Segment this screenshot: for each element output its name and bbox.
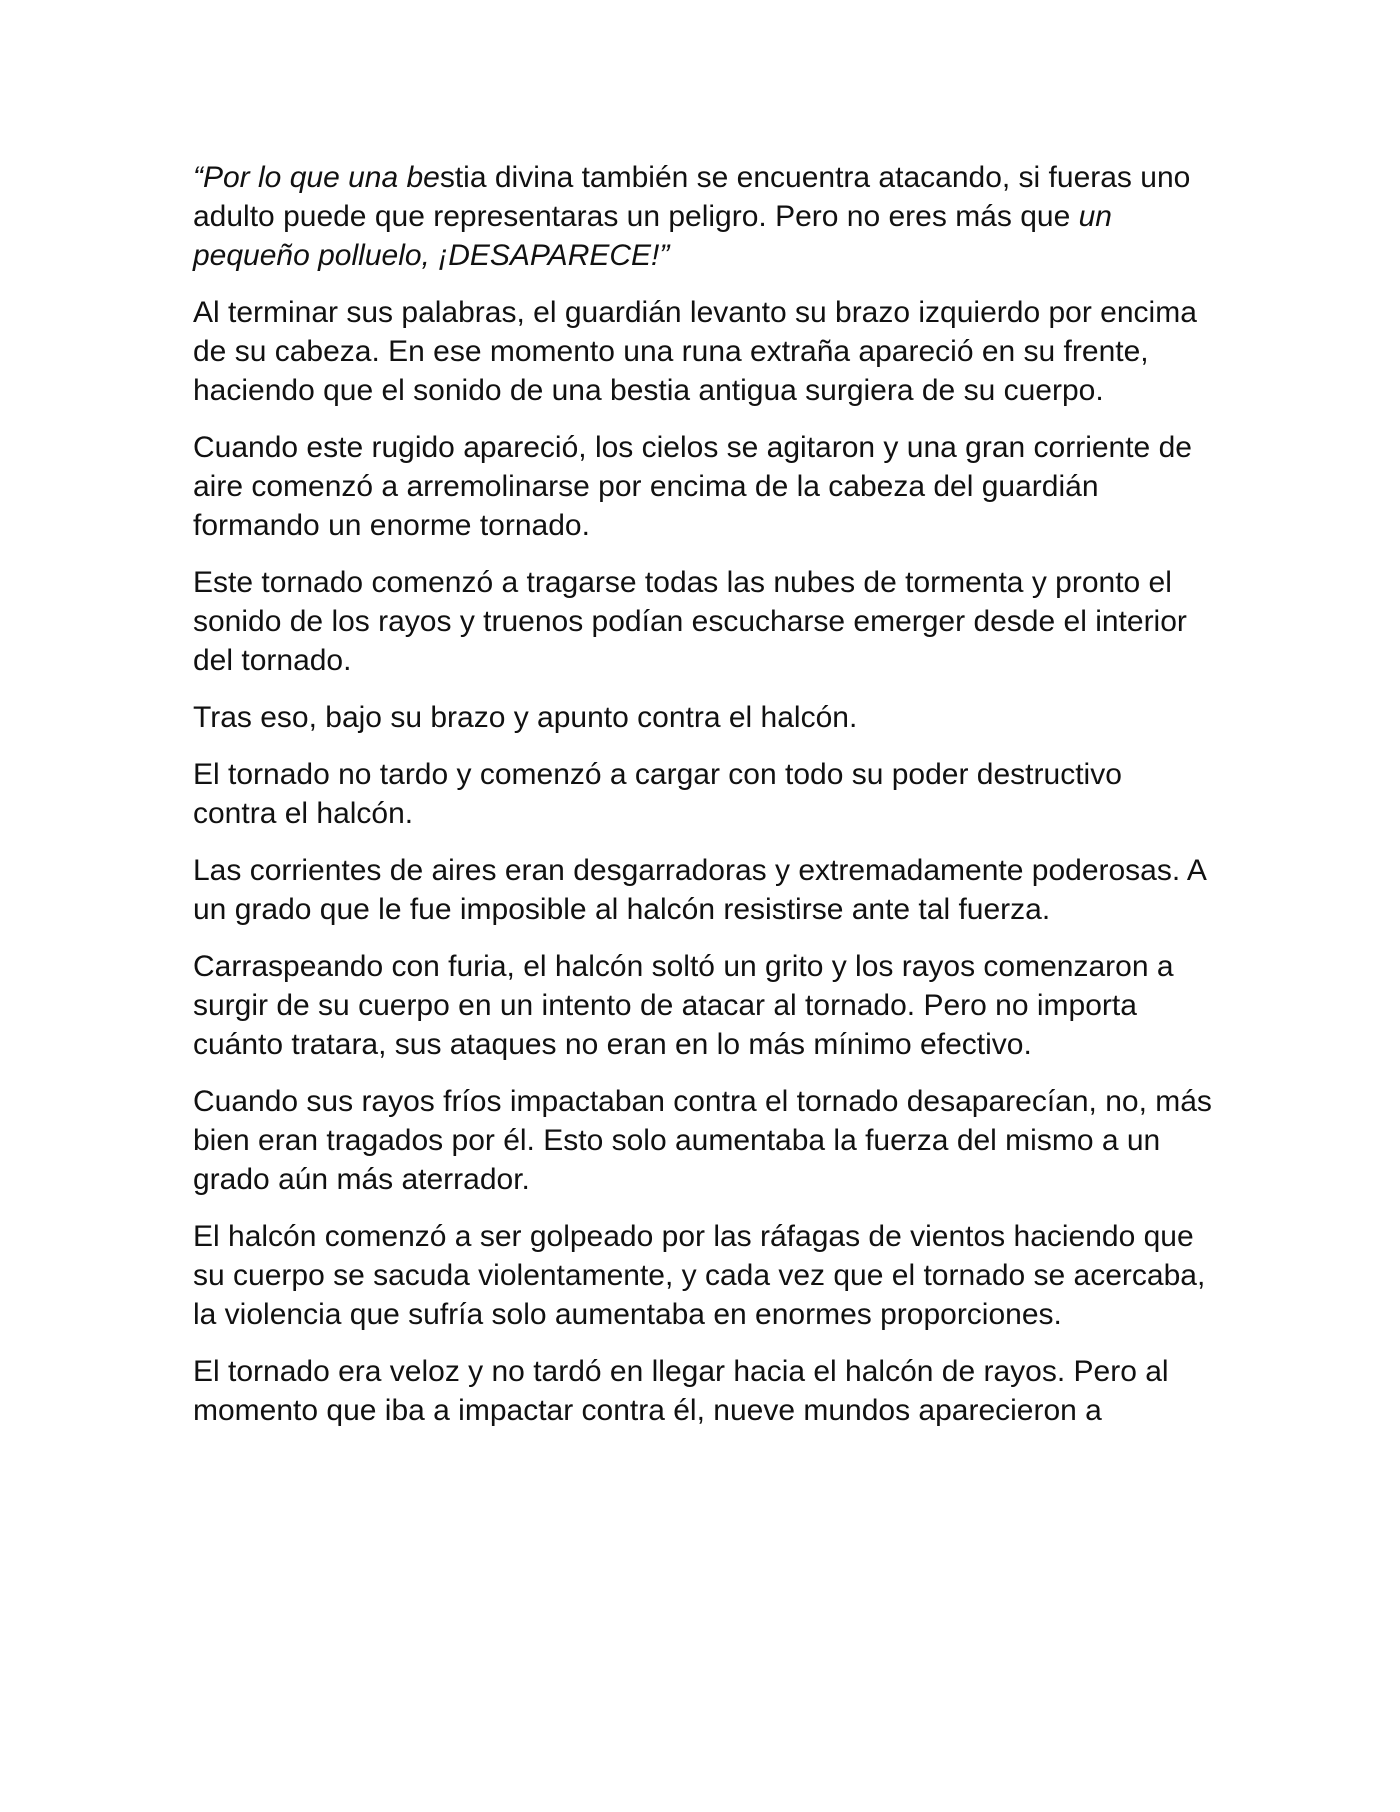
text-run: Las corrientes de aires eran desgarradoras y extremadamente poderosas. A un grado que le fue imposible al halcón resistirse ante tal fuerza.	[193, 854, 1206, 926]
text-run: stia divina también se encuentra atacando, si fueras uno adulto puede que representaras un peligro. Pero no eres más que	[193, 161, 1191, 233]
text-run: “Por lo que una be	[193, 161, 440, 194]
paragraph-3	[193, 428, 1213, 545]
text-run: un pequeño polluelo, ¡DESAPARECE!”	[193, 200, 1112, 272]
paragraph-8	[193, 947, 1213, 1064]
paragraph-10	[193, 1217, 1213, 1334]
text-run: Tras eso, bajo su brazo y apunto contra el halcón.	[193, 701, 858, 734]
text-run: El halcón comenzó a ser golpeado por las ráfagas de vientos haciendo que su cuerpo se sacuda violentamente, y cada vez que el tornado se acercaba, la violencia que sufría solo aumentaba en enormes proporciones.	[193, 1220, 1206, 1331]
text-run: El tornado era veloz y no tardó en llegar hacia el halcón de rayos. Pero al momento que iba a impactar contra él, nueve mundos aparecieron a	[193, 1355, 1169, 1427]
paragraph-11	[193, 1352, 1213, 1430]
text-run: Cuando este rugido apareció, los cielos se agitaron y una gran corriente de aire comenzó a arremolinarse por encima de la cabeza del guardián formando un enorme tornado.	[193, 431, 1192, 542]
paragraph-6	[193, 755, 1213, 833]
text-run: Al terminar sus palabras, el guardián levanto su brazo izquierdo por encima de su cabeza. En ese momento una runa extraña apareció en su frente, haciendo que el sonido de una bestia antigua surgiera de su cuerpo.	[193, 296, 1197, 407]
paragraph-2	[193, 293, 1213, 410]
paragraph-5	[193, 698, 1213, 737]
document-page	[193, 158, 1213, 1430]
paragraph-9	[193, 1082, 1213, 1199]
paragraph-1	[193, 158, 1213, 275]
paragraph-4	[193, 563, 1213, 680]
text-run: Cuando sus rayos fríos impactaban contra el tornado desaparecían, no, más bien eran tragados por él. Esto solo aumentaba la fuerza del mismo a un grado aún más aterrador.	[193, 1085, 1212, 1196]
text-run: El tornado no tardo y comenzó a cargar con todo su poder destructivo contra el halcón.	[193, 758, 1122, 830]
text-run: Carraspeando con furia, el halcón soltó un grito y los rayos comenzaron a surgir de su cuerpo en un intento de atacar al tornado. Pero no importa cuánto tratara, sus ataques no eran en lo más mínimo efectivo.	[193, 950, 1174, 1061]
paragraph-7	[193, 851, 1213, 929]
text-run: Este tornado comenzó a tragarse todas las nubes de tormenta y pronto el sonido de los rayos y truenos podían escucharse emerger desde el interior del tornado.	[193, 566, 1187, 677]
